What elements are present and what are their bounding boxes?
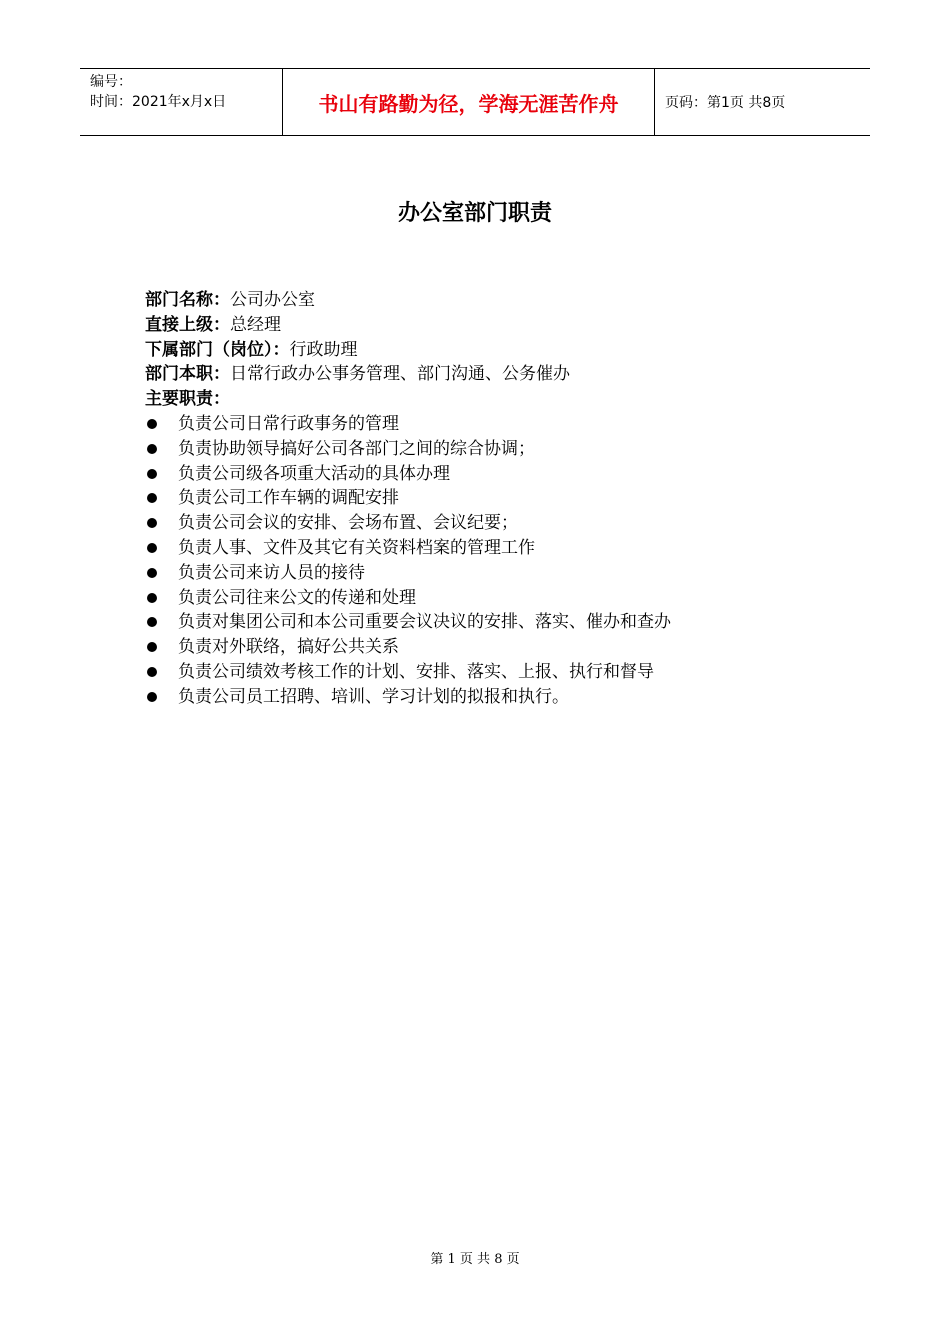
page-footer: 第 1 页 共 8 页	[430, 1252, 520, 1267]
duty-text: 负责公司绩效考核工作的计划、安排、落实、上报、执行和督导	[178, 661, 654, 682]
bullet-icon	[147, 692, 157, 702]
field-direct-superior	[145, 313, 845, 338]
page-header	[80, 68, 870, 136]
duties-label: 主要职责：	[145, 389, 230, 410]
bullet-icon	[147, 667, 157, 677]
list-item	[145, 437, 845, 462]
field-subordinate	[145, 338, 845, 363]
duty-text: 负责公司往来公文的传递和处理	[178, 587, 416, 608]
duty-text: 负责公司员工招聘、培训、学习计划的拟报和执行。	[178, 686, 569, 707]
header-page-number: 页码：第1页 共8页	[665, 95, 786, 111]
date-text: 时间：2021年x月x日	[90, 94, 227, 110]
list-item	[145, 635, 845, 660]
duty-text: 负责公司日常行政事务的管理	[178, 413, 399, 434]
duty-text: 负责公司级各项重大活动的具体办理	[178, 463, 450, 484]
bullet-icon	[147, 444, 157, 454]
list-item	[145, 561, 845, 586]
field-value: 行政助理	[289, 339, 358, 360]
list-item	[145, 486, 845, 511]
list-item	[145, 511, 845, 536]
bullet-icon	[147, 617, 157, 627]
field-label: 直接上级：	[145, 314, 230, 335]
duties-list	[145, 412, 845, 710]
bullet-icon	[147, 593, 157, 603]
duty-text: 负责公司会议的安排、会场布置、会议纪要；	[178, 513, 518, 534]
duties-heading	[145, 387, 845, 412]
duty-text: 负责公司来访人员的接待	[178, 562, 365, 583]
field-core-duty	[145, 362, 845, 387]
list-item	[145, 462, 845, 487]
list-item	[145, 586, 845, 611]
list-item	[145, 536, 845, 561]
duty-text: 负责对集团公司和本公司重要会议决议的安排、落实、催办和查办	[178, 612, 671, 633]
duty-text: 负责人事、文件及其它有关资料档案的管理工作	[178, 537, 535, 558]
bullet-icon	[147, 568, 157, 578]
bullet-icon	[147, 419, 157, 429]
field-value: 总经理	[230, 314, 281, 335]
field-label: 部门本职：	[145, 364, 230, 385]
list-item	[145, 685, 845, 710]
list-item	[145, 412, 845, 437]
number-label: 编号：	[90, 74, 132, 90]
bullet-icon	[147, 543, 157, 553]
duty-text: 负责协助领导搞好公司各部门之间的综合协调；	[178, 438, 535, 459]
field-label: 下属部门（岗位）：	[145, 339, 290, 360]
bullet-icon	[147, 518, 157, 528]
field-department-name	[145, 288, 845, 313]
header-motto: 书山有路勤为径，学海无涯苦作舟	[282, 69, 655, 135]
field-value: 公司办公室	[230, 290, 315, 310]
field-value: 日常行政办公事务管理、部门沟通、公务催办	[230, 364, 570, 385]
bullet-icon	[147, 493, 157, 503]
document-title: 办公室部门职责	[397, 201, 552, 226]
bullet-icon	[147, 469, 157, 479]
document-body	[145, 288, 845, 710]
list-item	[145, 660, 845, 685]
duty-text: 负责对外联络，搞好公共关系	[178, 637, 399, 658]
bullet-icon	[147, 642, 157, 652]
field-label: 部门名称：	[145, 290, 230, 310]
duty-text: 负责公司工作车辆的调配安排	[178, 488, 399, 509]
header-left-cell	[80, 69, 282, 135]
list-item	[145, 610, 845, 635]
